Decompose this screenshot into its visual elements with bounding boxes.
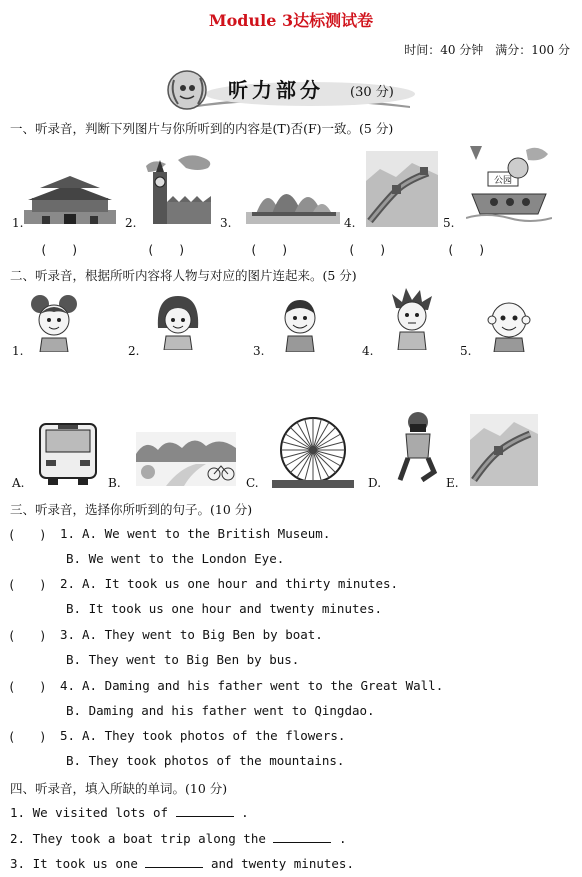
bus-icon bbox=[36, 420, 100, 486]
s3-answer-paren[interactable]: ( ) bbox=[8, 528, 47, 542]
s4-line bbox=[10, 805, 249, 820]
s3-question-num: 2. bbox=[60, 576, 76, 591]
s3-answer-paren[interactable]: ( ) bbox=[8, 680, 47, 694]
bald-boy-icon bbox=[484, 296, 534, 352]
s4-line-end: . bbox=[241, 805, 249, 820]
s3-answer-paren[interactable]: ( ) bbox=[8, 730, 47, 744]
s1-paren-4[interactable]: ( ) bbox=[348, 243, 387, 257]
boy-icon bbox=[278, 294, 322, 352]
s3-option-a: A. They took photos of the flowers. bbox=[82, 728, 346, 743]
s2-pic-num-B: B. bbox=[108, 476, 121, 490]
s3-option-a: A. It took us one hour and thirty minutes. bbox=[82, 576, 399, 591]
s2-person-num-3: 3. bbox=[253, 344, 265, 358]
s3-option-b: B. It took us one hour and twenty minutes. bbox=[66, 601, 383, 616]
great-wall-icon bbox=[366, 151, 438, 227]
banner-label: 听力部分 bbox=[228, 78, 324, 102]
girl-puffs-icon bbox=[30, 290, 78, 352]
s3-answer-paren[interactable]: ( ) bbox=[8, 629, 47, 643]
section2-heading: 二、听录音，根据所听内容将人物与对应的图片连起来。(5 分) bbox=[10, 268, 357, 283]
s3-option-a: A. They went to Big Ben by boat. bbox=[82, 627, 323, 642]
s1-num-4: 4. bbox=[344, 216, 356, 230]
s2-person-num-1: 1. bbox=[12, 344, 24, 358]
s1-paren-3[interactable]: ( ) bbox=[250, 243, 289, 257]
s3-option-b: B. They went to Big Ben by bus. bbox=[66, 652, 300, 667]
opera-house-icon bbox=[246, 168, 340, 224]
s2-person-num-5: 5. bbox=[460, 344, 472, 358]
s1-num-2: 2. bbox=[125, 216, 137, 230]
big-ben-icon bbox=[138, 152, 214, 226]
park-boat-icon bbox=[466, 142, 552, 226]
s3-option-b: B. They took photos of the mountains. bbox=[66, 753, 345, 768]
s4-blank[interactable] bbox=[273, 831, 331, 843]
s2-pic-num-C: C. bbox=[246, 476, 259, 490]
s2-person-num-4: 4. bbox=[362, 344, 374, 358]
s1-num-1: 1. bbox=[12, 216, 24, 230]
s3-question-num: 5. bbox=[60, 728, 76, 743]
section3-heading: 三、听录音，选择你所听到的句子。(10 分) bbox=[10, 502, 253, 517]
banner-score: (30 分) bbox=[350, 85, 394, 100]
s3-option-a: A. We went to the British Museum. bbox=[82, 526, 331, 541]
s3-answer-paren[interactable]: ( ) bbox=[8, 578, 47, 592]
s3-option-b: B. Daming and his father went to Qingdao. bbox=[66, 703, 375, 718]
ferris-wheel-icon bbox=[272, 414, 354, 488]
s3-question-num: 3. bbox=[60, 627, 76, 642]
s3-question-num: 1. bbox=[60, 526, 76, 541]
s1-paren-2[interactable]: ( ) bbox=[147, 243, 186, 257]
spiky-boy-icon bbox=[386, 288, 438, 350]
section1-heading: 一、听录音，判断下列图片与你所听到的内容是(T)否(F)一致。(5 分) bbox=[10, 121, 394, 136]
s4-blank[interactable] bbox=[145, 856, 203, 868]
park-icon bbox=[136, 432, 236, 486]
s1-paren-1[interactable]: ( ) bbox=[40, 243, 79, 257]
girl-bob-icon bbox=[152, 292, 204, 350]
s2-person-num-2: 2. bbox=[128, 344, 140, 358]
s4-line-text: 1. We visited lots of bbox=[10, 805, 169, 820]
s3-option-b: B. We went to the London Eye. bbox=[66, 551, 285, 566]
page-title: Module 3达标测试卷 bbox=[208, 11, 374, 30]
s4-line-end: and twenty minutes. bbox=[211, 856, 354, 871]
s4-line-text: 3. It took us one bbox=[10, 856, 138, 871]
s3-question-num: 4. bbox=[60, 678, 76, 693]
s1-num-5: 5. bbox=[443, 216, 455, 230]
s4-line-text: 2. They took a boat trip along the bbox=[10, 831, 266, 846]
tiananmen-icon bbox=[22, 170, 118, 226]
photographer-icon bbox=[392, 410, 442, 484]
s2-pic-num-E: E. bbox=[446, 476, 459, 490]
great-wall-icon bbox=[470, 414, 538, 486]
s2-pic-num-D: D. bbox=[368, 476, 382, 490]
s4-line bbox=[10, 831, 346, 846]
s4-line-end: . bbox=[338, 831, 347, 846]
s4-blank[interactable] bbox=[176, 805, 234, 817]
park-sign: 公园 bbox=[493, 176, 513, 186]
s1-paren-5[interactable]: ( ) bbox=[447, 243, 486, 257]
s3-option-a: A. Daming and his father went to the Great Wall. bbox=[82, 678, 444, 693]
s1-num-3: 3. bbox=[220, 216, 232, 230]
section4-heading: 四、听录音，填入所缺的单词。(10 分) bbox=[10, 781, 228, 796]
s4-line bbox=[10, 856, 354, 871]
exam-meta: 时间：40 分钟 满分：100 分 bbox=[404, 43, 570, 57]
s2-pic-num-A: A. bbox=[12, 476, 25, 490]
